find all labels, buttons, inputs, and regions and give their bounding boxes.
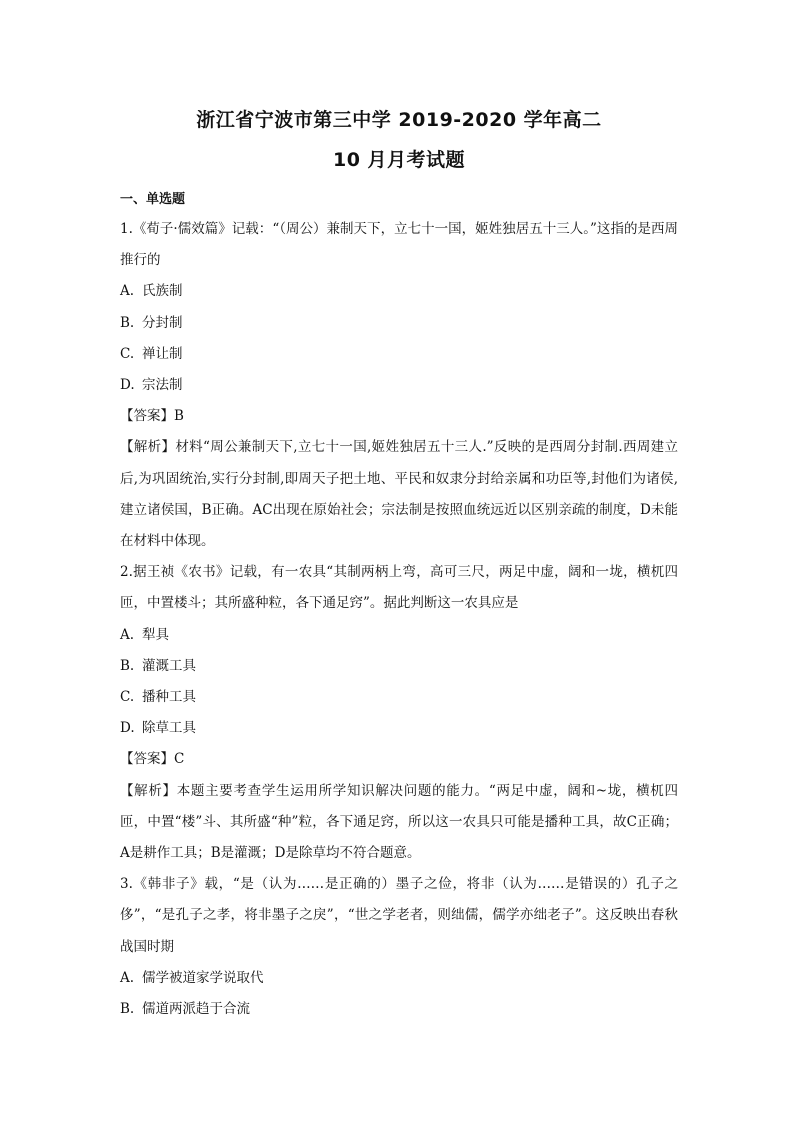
option-c bbox=[120, 339, 678, 370]
document-title-line2: 10 月月考试题 bbox=[332, 149, 466, 171]
option-text: 犁具 bbox=[142, 626, 169, 643]
question-3 bbox=[120, 869, 678, 1025]
option-b bbox=[120, 651, 678, 682]
document-content bbox=[120, 100, 678, 1025]
option-c bbox=[120, 682, 678, 713]
answer-line bbox=[120, 401, 678, 432]
option-d bbox=[120, 370, 678, 401]
question-stem: 2.据王祯《农书》记载，有一农具“其制两柄上弯，高可三尺，两足中虚，阔和一垅，横杌四匝，中置楼斗；其所盛种粒，各下通足窍”。据此判断这一农具应是 bbox=[120, 564, 678, 612]
document-title-line1: 浙江省宁波市第三中学 2019-2020 学年高二 bbox=[196, 109, 602, 131]
answer-value: B bbox=[174, 408, 184, 425]
section-heading: 一、单选题 bbox=[120, 192, 186, 207]
option-letter: A. bbox=[120, 626, 135, 643]
option-b bbox=[120, 308, 678, 339]
analysis-text: 材料“周公兼制天下,立七十一国,姬姓独居五十三人.”反映的是西周分封制.西周建立后,为巩固统治,实行分封制,即周天子把土地、平民和奴隶分封给亲属和功臣等,封他们为诸侯,建立诸侯国，B正确。AC出现在原始社会；宗法制是按照血统远近以区别亲疏的制度，D未能在材料中体现。 bbox=[120, 439, 679, 550]
option-a bbox=[120, 620, 678, 651]
option-letter: A. bbox=[120, 283, 135, 300]
question-2 bbox=[120, 557, 678, 869]
analysis-label: 【解析】 bbox=[120, 782, 177, 799]
question-stem: 1.《荀子·儒效篇》记载：“（周公）兼制天下，立七十一国，姬姓独居五十三人。”这指的是西周推行的 bbox=[120, 221, 678, 269]
option-letter: C. bbox=[120, 345, 135, 362]
option-a bbox=[120, 963, 678, 994]
option-text: 分封制 bbox=[142, 314, 183, 331]
option-text: 灌溉工具 bbox=[142, 657, 196, 674]
option-text: 播种工具 bbox=[142, 689, 196, 706]
analysis-paragraph bbox=[120, 776, 678, 870]
analysis-label: 【解析】 bbox=[120, 439, 176, 456]
option-b bbox=[120, 994, 678, 1025]
option-d bbox=[120, 713, 678, 744]
question-1 bbox=[120, 214, 678, 557]
answer-line bbox=[120, 744, 678, 775]
option-letter: D. bbox=[120, 720, 135, 737]
option-text: 儒学被道家学说取代 bbox=[142, 969, 264, 986]
option-a bbox=[120, 276, 678, 307]
option-text: 氏族制 bbox=[142, 283, 183, 300]
analysis-paragraph bbox=[120, 432, 678, 557]
option-text: 禅让制 bbox=[142, 345, 183, 362]
option-letter: B. bbox=[120, 1001, 135, 1018]
answer-label: 【答案】 bbox=[120, 751, 174, 768]
answer-value: C bbox=[174, 751, 185, 768]
option-letter: B. bbox=[120, 314, 135, 331]
option-letter: B. bbox=[120, 657, 135, 674]
answer-label: 【答案】 bbox=[120, 408, 174, 425]
question-stem: 3.《韩非子》载，“是（认为……是正确的）墨子之俭，将非（认为……是错误的）孔子之侈”，“是孔子之孝，将非墨子之戾”，“世之学老者，则绌儒，儒学亦绌老子”。这反映出春秋战国时期 bbox=[120, 876, 678, 955]
option-text: 儒道两派趋于合流 bbox=[142, 1001, 250, 1018]
analysis-text: 本题主要考查学生运用所学知识解决问题的能力。“两足中虚，阔和~垅，横杌四匝，中置“楼”斗、其所盛“种”粒，各下通足窍，所以这一农具只可能是播种工具，故C正确；A是耕作工具；B是灌溉；D是除草均不符合题意。 bbox=[120, 782, 678, 862]
option-text: 宗法制 bbox=[142, 377, 183, 394]
option-letter: D. bbox=[120, 377, 135, 394]
option-letter: C. bbox=[120, 689, 135, 706]
option-text: 除草工具 bbox=[142, 720, 196, 737]
option-letter: A. bbox=[120, 969, 135, 986]
